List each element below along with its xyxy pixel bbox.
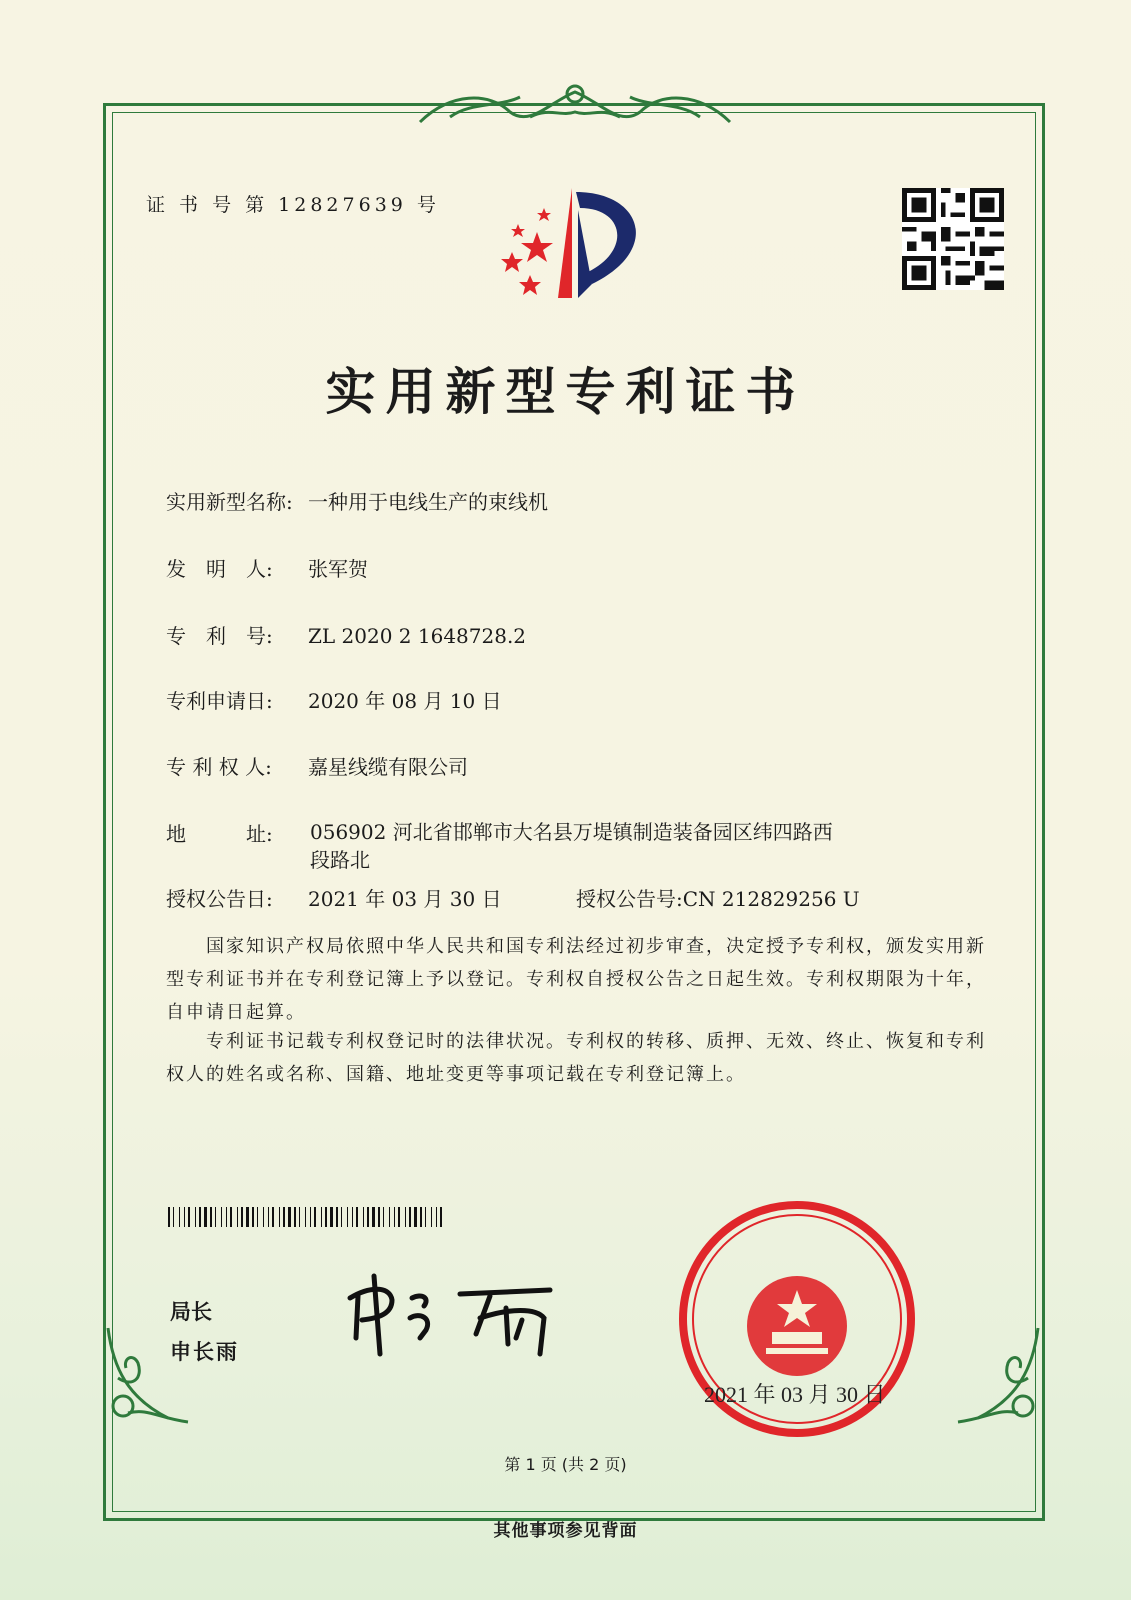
field-value: 2020 年 08 月 10 日 [308, 689, 502, 713]
footer-note: 其他事项参见背面 [493, 1521, 638, 1541]
field-label: 授权公告号: [576, 887, 683, 911]
field-patentee [166, 751, 468, 780]
field-utility-model-name [166, 486, 548, 515]
certificate-title: 实用新型专利证书 [325, 362, 806, 421]
field-value: 张军贺 [308, 557, 368, 581]
field-label: 发 明 人: [166, 557, 273, 581]
top-ornament [410, 72, 740, 132]
cnipa-logo [492, 180, 662, 310]
director-name: 申长雨 [170, 1340, 239, 1364]
field-value: 2021 年 03 月 30 日 [308, 887, 502, 911]
field-label: 专 利 号: [166, 624, 273, 648]
field-address-label [166, 818, 308, 847]
field-value: CN 212829256 U [682, 887, 860, 911]
field-filing-date [166, 685, 502, 714]
field-label: 实用新型名称: [166, 490, 293, 514]
field-patent-number [166, 620, 526, 649]
director-title: 局长 [170, 1300, 212, 1324]
seal-date: 2021 年 03 月 30 日 [704, 1382, 886, 1407]
field-value: 一种用于电线生产的束线机 [308, 490, 548, 514]
field-inventor [166, 553, 368, 582]
qr-code [902, 188, 1004, 290]
field-label: 专利申请日: [166, 689, 273, 713]
statement-paragraph-2: 专利证书记载专利权登记时的法律状况。专利权的转移、质押、无效、终止、恢复和专利权人的姓名或名称、国籍、地址变更等事项记载在专利登记簿上。 [166, 1031, 986, 1085]
field-label: 专 利 权 人: [166, 755, 272, 779]
field-value: 嘉星线缆有限公司 [308, 755, 468, 779]
bottom-left-ornament [98, 1318, 208, 1428]
field-address-value: 056902 河北省邯郸市大名县万堤镇制造装备园区纬四路西段路北 [310, 820, 833, 872]
field-value: ZL 2020 2 1648728.2 [308, 624, 527, 648]
statement-paragraph-1: 国家知识产权局依照中华人民共和国专利法经过初步审查，决定授予专利权，颁发实用新型专利证书并在专利登记簿上予以登记。专利权自授权公告之日起生效。专利权期限为十年，自申请日起算。 [166, 936, 986, 1023]
barcode [168, 1207, 444, 1227]
certificate-number: 证 书 号 第 12827639 号 [146, 194, 440, 216]
director-signature [340, 1268, 590, 1358]
field-label: 地 址: [166, 822, 273, 846]
bottom-right-ornament [938, 1318, 1048, 1428]
page-indicator: 第 1 页 (共 2 页) [504, 1455, 627, 1474]
field-grant-number [576, 883, 860, 912]
field-grant-date [166, 883, 502, 912]
field-label: 授权公告日: [166, 887, 273, 911]
